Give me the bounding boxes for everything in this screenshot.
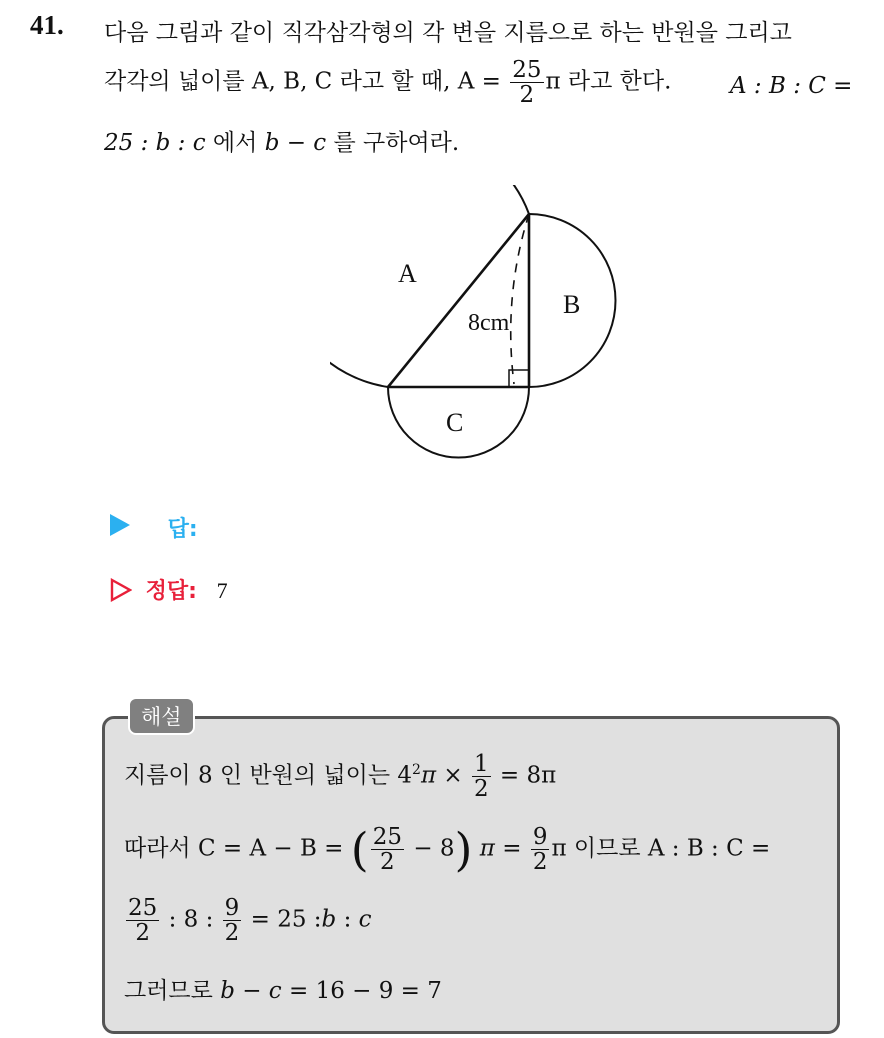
- fraction-numerator: 25: [372, 824, 402, 850]
- question-ratio: A : B : C =: [730, 73, 853, 99]
- fraction-numerator: 9: [224, 895, 240, 921]
- difference-expression: b − c: [220, 978, 282, 1004]
- label-c: C: [446, 408, 464, 437]
- solution-l4-text: 그러므로: [124, 978, 221, 1004]
- left-paren: (: [350, 822, 369, 877]
- fraction-denominator: 2: [380, 849, 395, 876]
- ratio-expression: 25 : b : c: [104, 130, 206, 156]
- solution-l4-result: = 16 − 9 = 7: [281, 978, 442, 1004]
- fraction-denominator: 2: [519, 82, 535, 109]
- fraction-denominator: 2: [135, 920, 150, 947]
- fraction-9-over-2: [223, 896, 242, 945]
- fraction-1-over-2: [472, 752, 491, 801]
- label-a: A: [398, 259, 417, 288]
- question-line-2-post: π 라고 한다.: [545, 68, 672, 95]
- correct-arrow-outline-icon: [110, 578, 132, 602]
- right-paren: ): [454, 822, 473, 877]
- solution-line-2: [124, 822, 771, 877]
- solution-l1-text: 지름이 8 인 반원의 넓이는 4: [124, 762, 413, 789]
- answer-row: [110, 512, 198, 543]
- solution-l3-mid: : 8 :: [168, 906, 214, 933]
- variable-c: c: [358, 906, 372, 933]
- fraction-25-over-2: [371, 825, 404, 874]
- solution-line-3: [124, 896, 372, 945]
- fraction-9-over-2: [531, 825, 550, 874]
- correct-answer-value: 7: [216, 578, 228, 603]
- fraction-denominator: 2: [532, 849, 548, 876]
- label-height: 8cm: [468, 310, 510, 336]
- solution-l2-inner: − 8: [413, 835, 455, 862]
- question-line-2-text: 각각의 넓이를 A, B, C 라고 할 때, A =: [104, 68, 509, 95]
- question-line-1: 다음 그림과 같이 직각삼각형의 각 변을 지름으로 하는 반원을 그리고: [104, 20, 792, 46]
- fraction-25-over-2: [126, 896, 159, 945]
- fraction-denominator: 2: [473, 776, 489, 803]
- fraction-25-over-2: [510, 58, 543, 107]
- fraction-numerator: 25: [128, 895, 158, 921]
- fraction-numerator: 1: [473, 751, 489, 777]
- question-line-3-end: 를 구하여라.: [326, 130, 460, 156]
- question-number: 41.: [30, 10, 64, 40]
- answer-label: 답:: [167, 517, 198, 542]
- hypotenuse: [388, 214, 529, 387]
- solution-l1-result: = 8π: [499, 762, 557, 789]
- semicircle-a: [330, 185, 529, 387]
- solution-l2-pi: π =: [479, 835, 522, 862]
- question-line-3: [104, 124, 459, 157]
- ratio-colon: :: [336, 906, 359, 933]
- variable-b: b: [321, 906, 337, 933]
- fraction-denominator: 2: [224, 920, 240, 947]
- solution-l2-post: π 이므로 A : B : C =: [551, 835, 771, 862]
- fraction-numerator: 25: [512, 57, 542, 83]
- correct-answer-label: 정답:: [145, 579, 197, 604]
- question-line-2: [104, 58, 671, 107]
- exponent: 2: [412, 761, 421, 778]
- solution-l1-pi: π ×: [420, 762, 463, 789]
- solution-l3-post: = 25 :: [250, 906, 322, 933]
- difference-expression: b − c: [264, 130, 327, 156]
- answer-arrow-icon: [110, 514, 130, 536]
- correct-answer-row: [110, 574, 228, 605]
- fraction-numerator: 9: [532, 824, 548, 850]
- solution-tag: 해설: [128, 697, 195, 735]
- solution-l2-text: 따라서 C = A − B =: [124, 835, 344, 862]
- height-dashed-line: [511, 214, 529, 384]
- geometry-figure: [330, 185, 630, 470]
- question-line-3-text: 에서: [205, 130, 265, 156]
- solution-line-4: [124, 972, 442, 1005]
- solution-line-1: [124, 752, 556, 801]
- label-b: B: [563, 290, 581, 319]
